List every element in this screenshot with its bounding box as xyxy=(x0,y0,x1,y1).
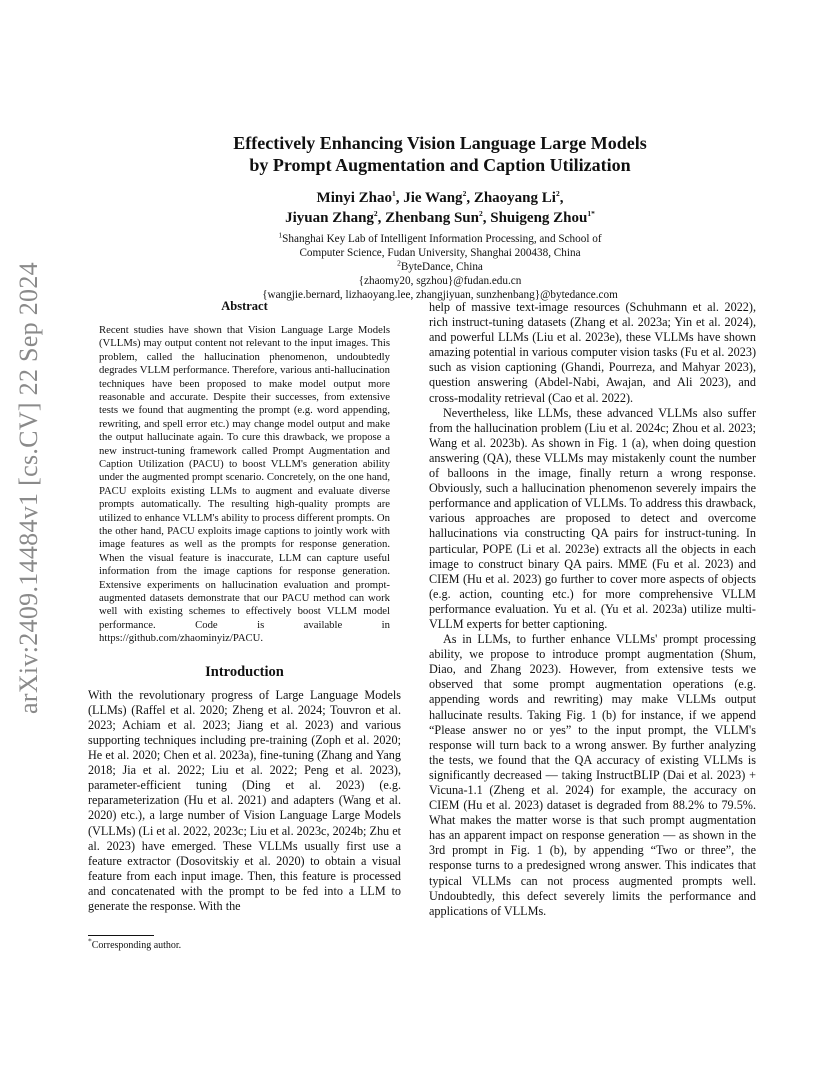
arxiv-stamp-text: arXiv:2409.14484v1 [cs.CV] 22 Sep 2024 xyxy=(14,262,43,714)
email-fudan: {zhaomy20, sgzhou}@fudan.edu.cn xyxy=(358,275,522,287)
footnote-rule xyxy=(88,935,154,936)
author-name: Shuigeng Zhou xyxy=(490,210,588,226)
author-name: Jie Wang xyxy=(403,190,463,206)
footnote-mark: * xyxy=(88,936,92,946)
arxiv-stamp xyxy=(0,262,58,714)
title-line-1: Effectively Enhancing Vision Language Large Models xyxy=(233,133,647,153)
email-bytedance: {wangjie.bernard, lizhaoyang.lee, zhangjiyuan, sunzhenbang}@bytedance.com xyxy=(262,289,618,301)
affiliation-1-line-2: Computer Science, Fudan University, Shanghai 200438, China xyxy=(299,247,581,259)
affiliation-mark: 1 xyxy=(278,230,283,240)
abstract-text: Recent studies have shown that Vision Language Large Models (VLLMs) may output content not relevant to the input images. This problem, called the hallucination phenomenon, undoubtedly degrades VLLM performance. Therefore, various anti-hallucination techniques have been proposed to make model output more reasonable and accurate. Despite their successes, from extensive tests we found that augmenting the prompt (e.g. word appending, rewriting, and spell error etc.) may change model output and make the output hallucinate again. To cure this drawback, we propose a new instruct-tuning framework called Prompt Augmentation and Caption Utilization (PACU) to boost VLLM's generation ability under the augmented prompt scenario. Concretely, on the one hand, PACU exploits existing LLMs to augment and evaluate diverse prompts automatically. The resulting high-quality prompts are utilized to enhance VLLM's ability to process different prompts. On the other hand, PACU exploits image captions to jointly work with image features as well as the prompts for response generation. When the visual feature is inaccurate, LLM can capture useful information from the image captions for response generation. Extensive experiments on hallucination evaluation and prompt-augmented datasets demonstrate that our PACU method can work well with existing schemes to effectively boost VLLM model performance. Code is available in https://github.com/zhaominyiz/PACU. xyxy=(99,323,390,645)
intro-paragraph-1: With the revolutionary progress of Large Language Models (LLMs) (Raffel et al. 2020; Zheng et al. 2024; Touvron et al. 2023; Achiam et al. 2023; Jiang et al. 2023) and various supporting techniques including pre-training (Zoph et al. 2020; He et al. 2020; Chen et al. 2023a), fine-tuning (Zhang and Yang 2018; Jia et al. 2022; Liu et al. 2022; Peng et al. 2023), parameter-efficient tuning (Ding et al. 2023) (e.g. reparameterization (Hu et al. 2021) and adapters (Wang et al. 2020) etc.), a large number of Vision Language Large Models (VLLMs) (Li et al. 2022, 2023c; Liu et al. 2023c, 2024b; Zhu et al. 2023) have emerged. These VLLMs usually first use a feature extractor (Dosovitskiy et al. 2020) to obtain a visual feature from each input image. Then, this feature is processed and concatenated with the prompt to be fed into a LLM to generate the response. With the xyxy=(88,687,401,913)
affiliations xyxy=(160,232,720,302)
abstract-heading: Abstract xyxy=(221,299,268,313)
affiliation-2: ByteDance, China xyxy=(400,261,483,273)
author-mark: 2 xyxy=(478,209,483,218)
footnote-text: Corresponding author. xyxy=(91,940,182,951)
author-name: Zhaoyang Li xyxy=(473,190,556,206)
title-line-2: by Prompt Augmentation and Caption Utilization xyxy=(249,155,631,175)
intro-paragraph-1-continued: help of massive text-image resources (Schuhmann et al. 2022), rich instruct-tuning datasets (Zhang et al. 2023a; Yin et al. 2024), and powerful LLMs (Liu et al. 2023e), these VLLMs have shown amazing potential in various computer vision tasks (Fu et al. 2023) such as vision captioning (Ghandi, Pourreza, and Mahyar 2023), question answering (Abdel-Nabi, Awajan, and Ali 2023), and cross-modality retrieval (Cao et al. 2022). xyxy=(429,300,756,405)
author-list: Minyi Zhao$^1$, Jie Wang$^2$, Zhaoyang Li$^2$, Jiyuan Zhang$^2$, Zhenbang Sun$^2$, Shuigeng Zhou$^{1*}$ xyxy=(285,189,595,226)
author-name: Jiyuan Zhang xyxy=(285,210,374,226)
introduction-heading: Introduction xyxy=(205,663,284,680)
author-name: Minyi Zhao xyxy=(316,190,392,206)
right-column xyxy=(429,300,756,919)
author-mark: 2 xyxy=(373,209,378,218)
affiliation-mark: 2 xyxy=(397,258,401,268)
author-name: Zhenbang Sun xyxy=(385,210,479,226)
left-column xyxy=(88,300,401,914)
author-mark: 1 xyxy=(391,189,396,198)
author-mark: 1* xyxy=(587,209,595,218)
paper-header xyxy=(160,132,720,302)
intro-paragraph-3: As in LLMs, to further enhance VLLMs' prompt processing ability, we propose to introduce prompt augmentation (Shum, Diao, and Zhang 2023). However, from extensive tests we observed that some prompt augmentation operations (e.g. appending words and rewriting) may make VLLMs output hallucinate results. Taking Fig. 1 (b) for instance, if we append “Please answer no or yes” to the input prompt, the VLLM's response will turn back to a wrong answer. By further analyzing the tests, we found that the QA accuracy of existing VLLMs is significantly decreased — taking InstructBLIP (Dai et al. 2023) + Vicuna-1.1 (Zheng et al. 2024) for example, the accuracy on CIEM (Hu et al. 2023) dataset is degraded from 88.2% to 79.5%. What makes the matter worse is that such prompt augmentation has an apparent impact on response generation — as shown in the 3rd prompt in Fig. 1 (b), by appending “Two or three”, the response turns to a predesigned wrong answer. This indicates that typical VLLMs can not process augmented prompts well. Undoubtedly, this defect severely limits the performance and applications of VLLMs. xyxy=(429,632,756,918)
author-mark: 2 xyxy=(462,189,467,198)
affiliation-1-line-1: Shanghai Key Lab of Intelligent Information Processing, and School of xyxy=(282,233,602,245)
intro-paragraph-2: Nevertheless, like LLMs, these advanced VLLMs also suffer from the hallucination problem (Liu et al. 2024c; Zhou et al. 2023; Wang et al. 2023b). As shown in Fig. 1 (a), when doing question answering (QA), these VLLMs may mistakenly count the number of balloons in the image, finally return a wrong response. Obviously, such a hallucination phenomenon severely impairs the performance and application of VLLMs. To address this drawback, various approaches are proposed to detect and overcome hallucinations via constructing QA pairs for instruct-tuning. In particular, POPE (Li et al. 2023e) extracts all the objects in each image to construct binary QA pairs. MME (Fu et al. 2023) and CIEM (Hu et al. 2023) go further to cover more aspects of objects (e.g. action, counting etc.) for more comprehensive VLLM performance evaluation. Yu et al. (Yu et al. 2023a) utilize multi-VLLM experts for better captioning. xyxy=(429,405,756,631)
footnote xyxy=(88,936,182,951)
paper-title xyxy=(160,132,720,176)
author-mark: 2 xyxy=(555,189,560,198)
